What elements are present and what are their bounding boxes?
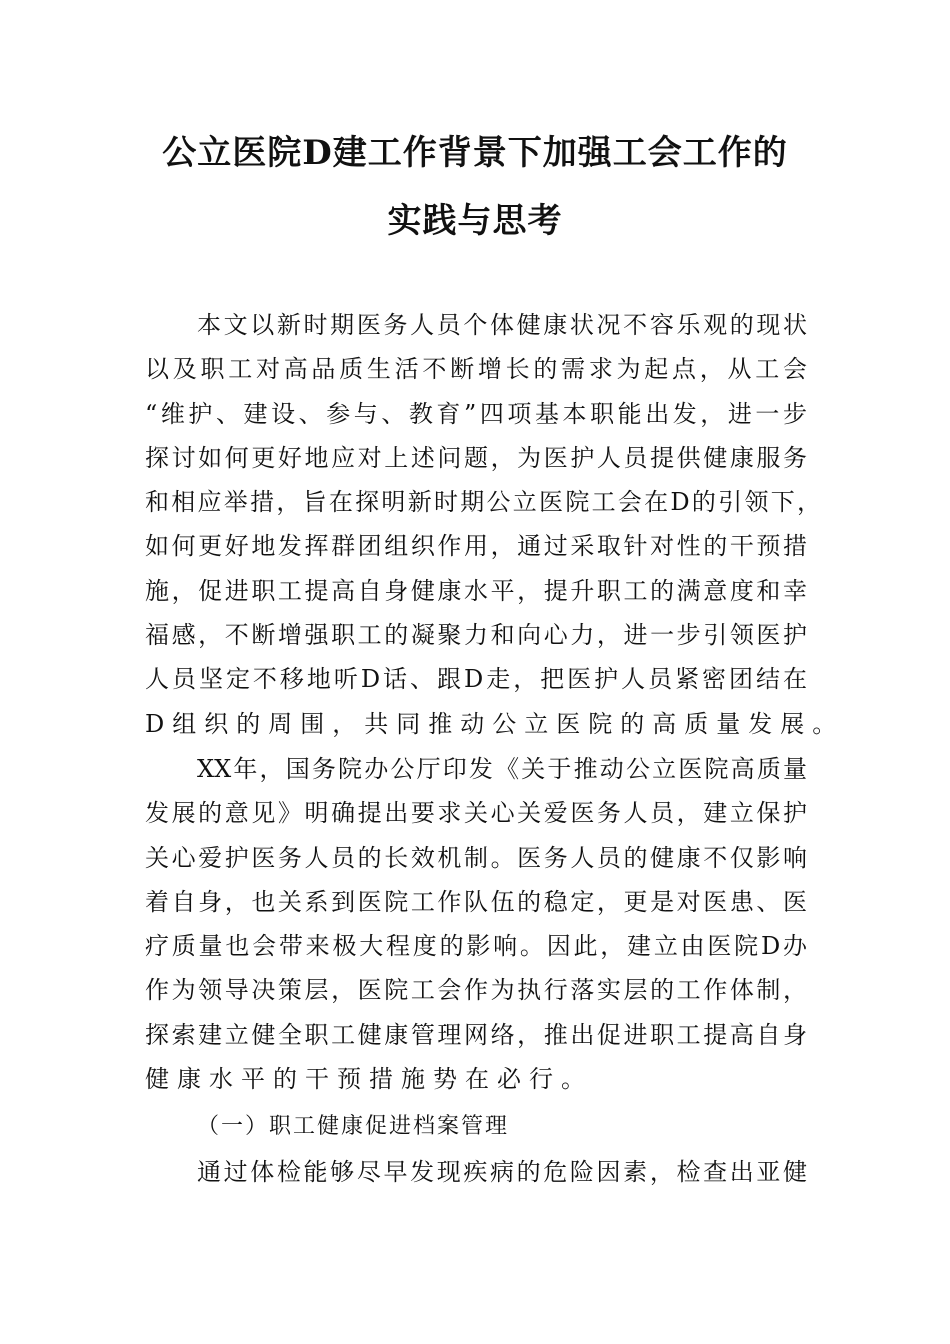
text-line: 疗质量也会带来极大程度的影响。因此，建立由医院D办 (145, 932, 807, 961)
text-line: D组织的周围，共同推动公立医院的高质量发展。 (145, 709, 845, 738)
text-line: 和相应举措，旨在探明新时期公立医院工会在D的引领下， (145, 488, 821, 517)
text-line: 着自身，也关系到医院工作队伍的稳定，更是对医患、医 (145, 887, 807, 916)
document-title-line-1: 公立医院D建工作背景下加强工会工作的 (162, 133, 788, 173)
text-line: 关心爱护医务人员的长效机制。医务人员的健康不仅影响 (145, 843, 807, 872)
text-line: 如何更好地发挥群团组织作用，通过采取针对性的干预措 (145, 532, 807, 561)
paragraph-policy (145, 747, 807, 1101)
text-line: 作为领导决策层，医院工会作为执行落实层的工作体制， (145, 976, 807, 1005)
text-line: 福感，不断增强职工的凝聚力和向心力，进一步引领医护 (145, 621, 807, 650)
text-line: XX年，国务院办公厅印发《关于推动公立医院高质量 (197, 755, 807, 783)
paragraph-intro (145, 303, 845, 746)
text-line: 人员坚定不移地听D话、跟D走，把医护人员紧密团结在 (145, 665, 807, 694)
section-heading: （一）职工健康促进档案管理 (197, 1114, 510, 1139)
text-line: 探讨如何更好地应对上述问题，为医护人员提供健康服务 (145, 443, 807, 472)
text-line: 发展的意见》明确提出要求关心关爱医务人员，建立保护 (145, 799, 807, 828)
document-title-line-2: 实践与思考 (387, 201, 563, 241)
paragraph-section (145, 1150, 807, 1194)
text-line: 本文以新时期医务人员个体健康状况不容乐观的现状 (197, 311, 807, 339)
text-line: 施，促进职工提高自身健康水平，提升职工的满意度和幸 (145, 576, 807, 605)
text-line: 探索建立健全职工健康管理网络，推出促进职工提高自身 (145, 1020, 807, 1049)
text-line: “维护、建设、参与、教育”四项基本职能出发，进一步 (145, 399, 807, 428)
text-line: 以及职工对高品质生活不断增长的需求为起点，从工会 (145, 355, 807, 384)
text-line: 通过体检能够尽早发现疾病的危险因素，检查出亚健 (197, 1158, 807, 1186)
text-line: 健康水平的干预措施势在必行。 (145, 1065, 593, 1094)
